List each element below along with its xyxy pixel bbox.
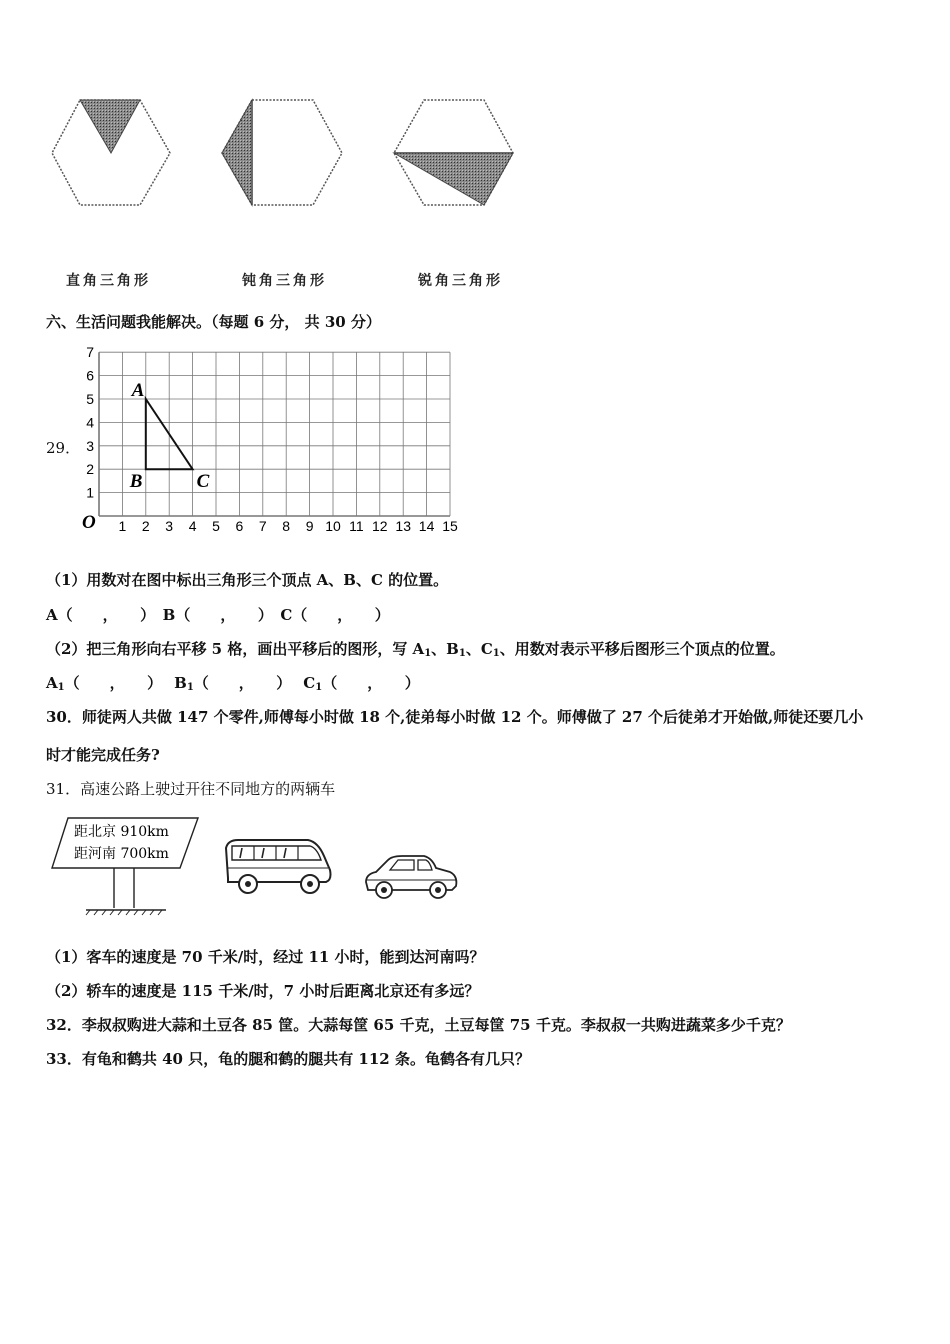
grid-ticks xyxy=(86,344,458,532)
q29-sub2-post: 、用数对表示平移后图形三个顶点的位置。 xyxy=(499,640,785,658)
x-tick-label: 6 xyxy=(235,518,244,532)
x-tick-label: 5 xyxy=(212,518,220,532)
bus-illustration xyxy=(220,834,340,900)
q29-sub2-pre: （2）把三角形向右平移 5 格，画出平移后的图形，写 A xyxy=(46,640,425,658)
x-tick-label: 12 xyxy=(372,518,388,532)
q29-number: 29． xyxy=(46,439,81,457)
q31-title: 31．高速公路上驶过开往不同地方的两辆车 xyxy=(46,780,336,798)
x-tick-label: 13 xyxy=(395,518,411,532)
y-tick-label: 4 xyxy=(86,414,94,431)
y-tick-label: 7 xyxy=(86,344,94,361)
x-tick-label: 8 xyxy=(282,518,291,532)
x-tick-label: 10 xyxy=(325,518,341,532)
subscript: 1 xyxy=(315,682,323,693)
road-sign xyxy=(48,812,218,917)
x-tick-label: 14 xyxy=(418,518,435,532)
answer-a1-label: A xyxy=(46,674,58,692)
q29-sub2-answer xyxy=(46,672,420,693)
y-tick-label: 6 xyxy=(86,367,94,384)
vertex-label-a: A xyxy=(131,380,145,401)
subscript: 1 xyxy=(492,648,500,659)
y-tick-label: 5 xyxy=(86,391,94,407)
x-tick-label: 7 xyxy=(258,518,267,532)
q30-line2: 时才能完成任务? xyxy=(46,746,160,764)
x-tick-label: 2 xyxy=(141,518,150,532)
answer-a1-blank: （ ， ） xyxy=(64,674,163,692)
q31-sub1: （1）客车的速度是 70 千米/时，经过 11 小时，能到达河南吗？ xyxy=(46,948,485,966)
hexagon-obtuse-triangle xyxy=(222,100,342,205)
answer-b1-label: B xyxy=(174,674,187,692)
section-6-title: 六、生活问题我能解决。（每题 6 分， 共 30 分） xyxy=(46,313,381,331)
answer-c1-label: C xyxy=(303,674,316,692)
coordinate-grid xyxy=(78,340,468,532)
subscript: 1 xyxy=(424,648,432,659)
q30-line1: 30．师徒两人共做 147 个零件,师傅每小时做 18 个,徒弟每小时做 12 个。师傅做了 27 个后徒弟才开始做,师徒还要几小 xyxy=(46,708,864,726)
answer-b1-blank: （ ， ） xyxy=(193,674,292,692)
origin-label: O xyxy=(82,512,96,532)
hexagon-figures xyxy=(40,90,540,215)
q29-sub2-mid2: 、C xyxy=(465,640,493,658)
car-illustration xyxy=(362,852,462,904)
sign-line-1: 距北京 910km xyxy=(74,824,169,840)
x-tick-label: 15 xyxy=(442,518,458,532)
subscript: 1 xyxy=(57,682,65,693)
x-tick-label: 4 xyxy=(188,518,197,532)
q29-sub2-mid1: 、B xyxy=(431,640,459,658)
y-tick-label: 3 xyxy=(86,437,94,454)
label-obtuse-triangle: 钝角三角形 xyxy=(242,273,327,289)
q32-text: 32．李叔叔购进大蒜和土豆各 85 筐。大蒜每筐 65 千克，土豆每筐 75 千克。李叔叔一共购进蔬菜多少千克？ xyxy=(46,1016,791,1034)
vertex-label-c: C xyxy=(196,471,210,493)
x-tick-label: 1 xyxy=(118,518,127,532)
hexagon-acute-triangle xyxy=(394,100,513,205)
hexagon-right-triangle xyxy=(52,100,170,205)
q33-text: 33．有龟和鹤共 40 只，龟的腿和鹤的腿共有 112 条。龟鹤各有几只？ xyxy=(46,1050,530,1068)
x-tick-label: 3 xyxy=(165,518,174,532)
subscript: 1 xyxy=(186,682,194,693)
q29-sub1-answer: A（ ， ） B（ ， ） C（ ， ） xyxy=(46,606,390,624)
x-tick-label: 11 xyxy=(349,518,364,532)
q29-sub2 xyxy=(46,638,785,659)
subscript: 1 xyxy=(458,648,466,659)
x-tick-label: 9 xyxy=(305,518,314,532)
grid-lines xyxy=(99,352,450,516)
q31-sub2: （2）轿车的速度是 115 千米/时，7 小时后距离北京还有多远？ xyxy=(46,982,480,1000)
vertex-label-b: B xyxy=(129,471,143,493)
sign-line-2: 距河南 700km xyxy=(74,846,169,862)
q29-sub1: （1）用数对在图中标出三角形三个顶点 A、B、C 的位置。 xyxy=(46,571,449,589)
y-tick-label: 2 xyxy=(86,461,94,478)
y-tick-label: 1 xyxy=(86,484,94,501)
label-acute-triangle: 锐角三角形 xyxy=(418,273,503,289)
answer-c1-blank: （ ， ） xyxy=(322,674,420,692)
label-right-triangle: 直角三角形 xyxy=(66,273,151,289)
